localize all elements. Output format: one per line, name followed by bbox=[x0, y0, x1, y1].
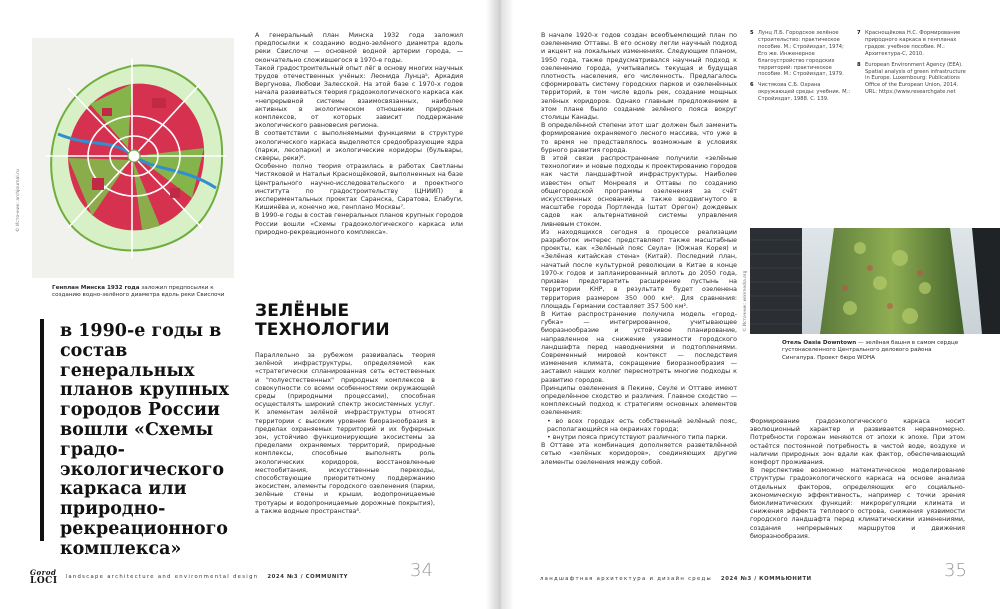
footnote-number: 8 bbox=[857, 61, 861, 68]
footnote-text: European Environment Agency (EEA). Spatial analysis of green infrastructure in Europe. Luxembourg: Publications Office of the European Union, 2014. URL: https://www.researchgate.net bbox=[865, 61, 966, 96]
paragraph: Формирование градоэкологического каркаса носит эволюционный характер и развивается неравномерно. Потребности горожан меняются от эпохи к эпохе. При этом остаётся постоянной потребность в чистой воде, воздухе и наличии природных зон вдали как фактор, обеспечивающий комфорт проживания. bbox=[750, 418, 965, 467]
left-column-2 bbox=[255, 352, 435, 516]
footnote-number: 6 bbox=[750, 82, 754, 89]
page-number: 35 bbox=[944, 560, 967, 581]
paragraph: Особенно полно теория отразилась в работах Светланы Чистяковой и Натальи Краснощёковой, выполненных на базе Центрального научно-исследовательского и проектного института по градостроительству (ЦНИИП) в экспериментальных проектах Саранска, Саратова, Елабуги, Кишинёва и, конечно же, генплано Москвы⁷. bbox=[255, 163, 463, 212]
photo-credit: © Источник: wikimedia.org bbox=[743, 270, 748, 332]
footnote-number: 5 bbox=[750, 30, 754, 36]
paragraph: В начале 1920-х годов создан всеобъемлющий план по озеленению Оттавы. В его основу легли научный подход и акцент на локальных изменениях. Следующим планом, 1950 года, также предусматривался научный подход к озеленению города, учитывались текущая и будущая плотность населения, его численность. Предлагалось сформировать систему городских парков и озеленённых территорий, в том числе вдоль рек, создание мощных зелёных коридоров. Однако главным предложением в этом плане было создание зелёного пояса вокруг столицы Канады. bbox=[541, 32, 737, 122]
paragraph: В Китае распространение получила модель «город-губка» — интегрированное, учитывающее биоразнообразие и устойчивое планирование, направленное на снижение уязвимости городского ландшафта перед наводнениями и подтоплениями. Современный мировой контекст — последствия изменения климата, сокращение биоразнообразия — заставил наших коллег пересмотреть многие подходы к развитию городов. bbox=[541, 310, 737, 384]
footnote bbox=[750, 82, 850, 103]
paragraph: В соответствии с выполняемыми функциями в структуре экологического каркаса выделяются средообразующие ядра (парки, лесопарки) и экологические коридоры (бульвары, скверы, реки)⁶. bbox=[255, 130, 463, 163]
photo-illustration bbox=[750, 228, 1000, 334]
map-caption-title: Генплан Минска 1932 года bbox=[52, 285, 140, 291]
paragraph: В 1990-е годы в состав генеральных планов крупных городов России вошли «Схемы градоэкологического каркаса или природно-рекреационного комплекса». bbox=[255, 212, 463, 236]
map-credit: © Источник: archjournal.ru bbox=[16, 169, 21, 232]
pull-quote: в 1990-е годы в состав генеральных планов крупных городов России вошли «Схемы градо-экологического каркаса или природно-рекреационного комплекса» bbox=[60, 321, 229, 559]
footnotes-col-2 bbox=[857, 30, 969, 96]
page-number: 34 bbox=[410, 560, 433, 581]
footer-title: ландшафтная архитектура и дизайн среды bbox=[540, 576, 712, 582]
paragraph: В перспективе возможно математическое моделирование структуры градоэкологического каркаса на основе анализа отдельных факторов, определяющих его социально-экономическую эффективность, например с точки зрения биоклиматических функций: микрорегуляции климата и снижения эффекта теплового острова, снижения уязвимости городского ландшафта перед климатическими изменениями, создания непрерывных маршрутов и движения биоразнообразия. bbox=[750, 467, 965, 540]
paragraph: • во всех городах есть собственный зелёный пояс, располагающийся на окраинах города; bbox=[547, 417, 737, 433]
logo-bottom: LOCI bbox=[30, 576, 58, 586]
paragraph: Такой градостроительный опыт лёг в основу многих научных трудов отечественных учёных: Леонида Лунца⁵, Аркадия Вергунова, Любови Залесской. На этой базе с 1970-х годов начала развиваться теория градоэкологического каркаса как «непрерывной системы взаимосвязанных, наиболее активных в экологическом отношении природных комплексов, от которых зависит поддержание экологического равновесия региона. bbox=[255, 64, 463, 130]
paragraph: • внутри пояса присутствуют различного типа парки. bbox=[547, 433, 728, 441]
footnote-text: Лунц Л.Б. Городское зелёное строительство: практическое пособие. М.: Стройиздат, 1974; Его же. Инженерное благоустройство городских территорий: практическое пособие. М.: Стройиздат, 1979. bbox=[758, 30, 844, 78]
section-heading: ЗЕЛЁНЫЕ ТЕХНОЛОГИИ bbox=[255, 301, 390, 340]
footer-issue: 2024 №3 / КОММЬЮНИТИ bbox=[720, 576, 812, 582]
footnote bbox=[857, 30, 969, 58]
right-column-2 bbox=[750, 418, 965, 541]
right-page bbox=[500, 0, 1000, 609]
footer-title: landscape architecture and environmental design bbox=[65, 574, 259, 580]
map-illustration bbox=[32, 38, 234, 278]
photo-caption-text: — зелёная башня в самом сердце густонаселенного Центрального делового района Сингапура. Проект бюро WOHA bbox=[782, 340, 959, 361]
minsk-masterplan-map bbox=[32, 38, 234, 278]
paragraph: В этой связи распространение получили «зелёные технологии» и новые подходы к проектированию городов как части ландшафтной инфраструктуры. Наиболее известен опыт Монреаля и Оттавы по созданию общегородской программы озеленения за счёт искусственных оснований, а также воздвигнутого в масштабе города Портленда (штат Орегон) дождевых садов как альтернативной системы управления ливневым стоком. bbox=[541, 155, 737, 228]
footnote-text: Краснощёкова Н.С. Формирование природного каркаса в генпланах градов: учебное пособие. М.: Архитектура-С, 2010. bbox=[865, 30, 961, 57]
footnote bbox=[857, 62, 969, 97]
paragraph: В Оттаве эта комбинация дополняется разветвлённой сетью «зелёных коридоров», соединяющих другие элементы озеленения между собой. bbox=[541, 442, 737, 466]
photo-caption-title: Отель Oasia Downtown bbox=[782, 340, 857, 346]
paragraph: Принципы озеленения в Пекине, Сеуле и Оттаве имеют определённое сходство и различия. Главное сходство — комплексный подход к стратегиям основных элементов озеленения: bbox=[541, 384, 737, 417]
map-caption-text: заложил предпосылки к созданию водно-зелёного диаметра вдоль реки Свислочи bbox=[52, 285, 225, 299]
footnote-text: Чистякова С.Б. Охрана окружающей среды: учебник. М.: Стройиздат, 1988. С. 139. bbox=[758, 82, 850, 103]
paragraph: Параллельно за рубежом развивалась теория зелёной инфраструктуры, определяемой как «стратегически спланированная сеть естественных и "полуестественных" природных комплексов в совокупности со всеми особенностями окружающей среды (природными процессами), способная осуществлять широкий спектр экосистемных услуг. К элементам зелёной инфраструктуры относят территории с высоким уровнем биоразнообразия в пределах охраняемых территорий и их буферных зон, устойчиво функционирующие экосистемы за пределами охраняемых территорий, природные комплексы, способные выполнять роль экологических коридоров, восстановленные местообитания, искусственные переходы, способствующие приоритетному поддержанию экосистем, элементы городского озеленения (парки, зелёные стены и крыши, водопроницаемые тротуары и водопроницаемые дорожные покрытия), а также водные пространства⁸. bbox=[255, 352, 435, 515]
paragraph: Из находящихся сегодня в процессе реализации разработок интерес представляют также масштабные проекты, как «Зелёный пояс Сеула» (Южная Корея) и «Зелёная китайская стена» (Китай). Последний план, начатый после культурной революции в Китае в конце 1970-х годов и запланированный вплоть до 2050 года, призван предотвратить расширение пустынь на территории КНР, в результате будет озеленена территория размером 350 000 км². Для сравнения: площадь Германии составляет 357 500 км². bbox=[541, 228, 737, 310]
left-footer bbox=[30, 567, 348, 587]
paragraph: В определённой степени этот шаг должен был заменить формирование охраняемого лесного массива, что уже в то время не представлялось возможным в условиях бурного развития города. bbox=[541, 122, 737, 154]
footnotes-col-1 bbox=[750, 30, 850, 103]
left-column-1 bbox=[255, 32, 463, 237]
paragraph: А генеральный план Минска 1932 года заложил предпосылки к созданию водно-зелёного диаметра вдоль реки Свислочи — основной водной артерии города, — окончательно сложившегося в 1970-е годы. bbox=[255, 32, 463, 64]
footnote bbox=[750, 30, 850, 78]
map-caption bbox=[52, 285, 237, 300]
footnote-number: 7 bbox=[857, 30, 861, 36]
quote-rule bbox=[40, 319, 44, 541]
photo-caption bbox=[782, 340, 962, 362]
footer-issue: 2024 №3 / COMMUNITY bbox=[267, 574, 349, 580]
logo-top: Gorod bbox=[30, 568, 57, 577]
footer-text bbox=[66, 574, 349, 580]
right-column-1 bbox=[541, 32, 737, 467]
magazine-logo bbox=[30, 569, 58, 585]
right-footer bbox=[540, 576, 812, 582]
oasia-hotel-photo bbox=[750, 228, 1000, 334]
